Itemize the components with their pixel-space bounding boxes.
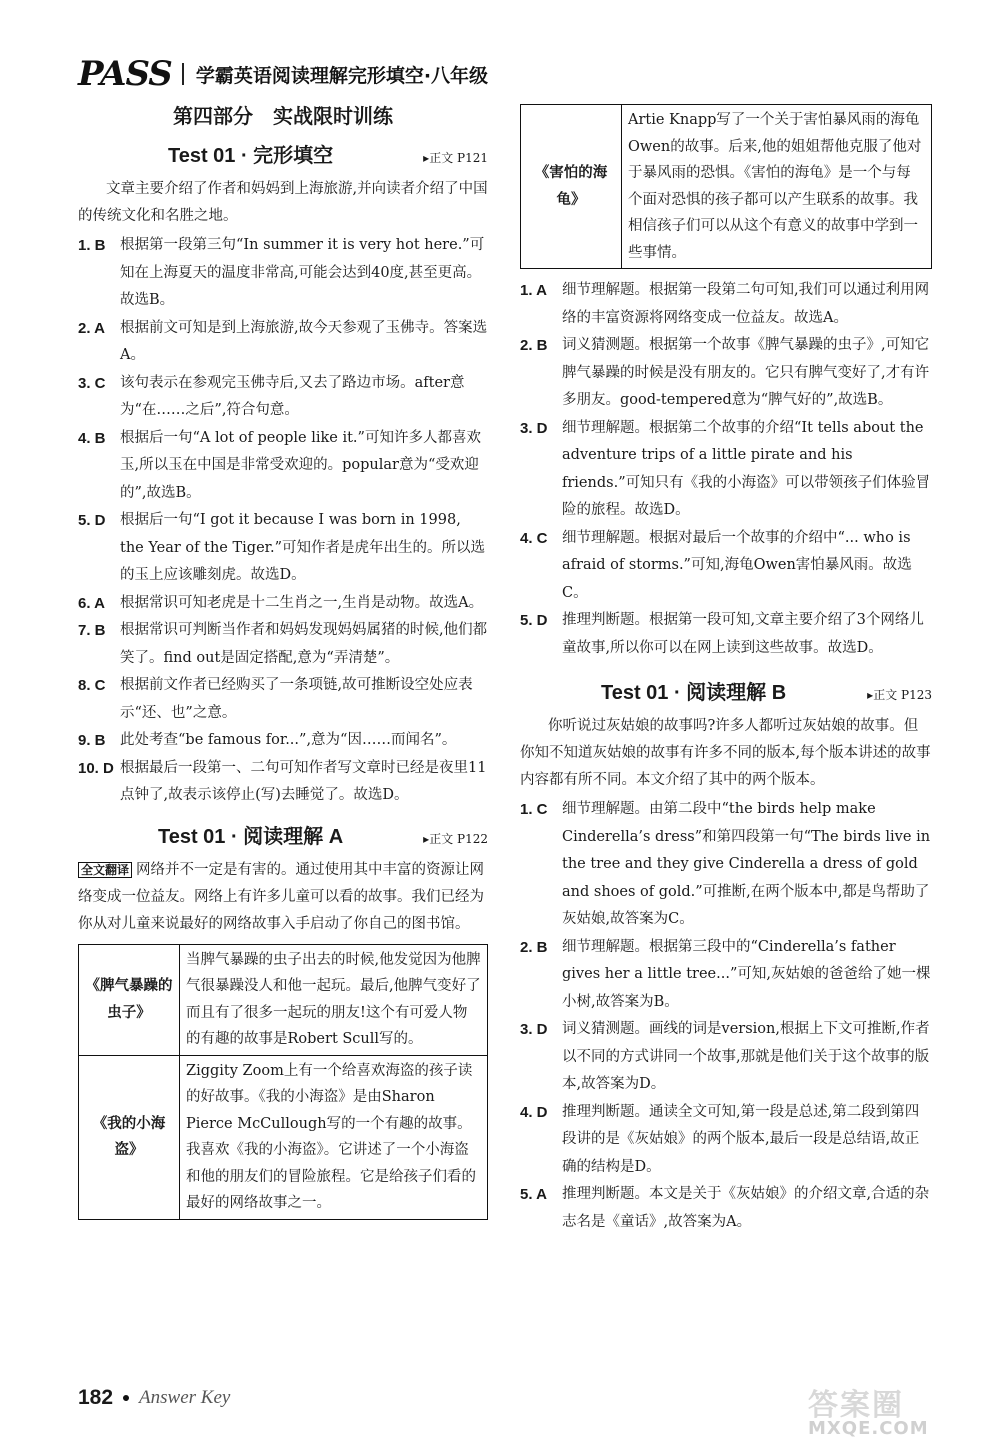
page-header [78,54,488,94]
bullet-dot [123,1395,129,1401]
page-number: 182 [78,1386,114,1409]
section-heading [78,139,488,168]
answer-number: 1. B [78,237,106,254]
story-table [78,944,488,1220]
answer-item [520,796,932,934]
story-table-continued [520,104,932,269]
answer-item [78,755,488,810]
page-reference: ▸正文 P123 [867,688,932,702]
answer-explanation: 词义猜测题。画线的词是version,根据上下文可推断,作者以不同的方式讲同一个故事,那就是他们关于这个故事的版本,故答案为D。 [562,1021,930,1092]
answer-item [520,525,932,608]
watermark-text: 答案圈 [808,1388,904,1423]
translation-badge: 全文翻译 [78,862,132,878]
answer-explanation: 根据前文作者已经购买了一条项链,故可推断设空处应表示“还、也”之意。 [120,677,473,721]
answer-explanation: 根据最后一段第一、二句可知作者写文章时已经是夜里11点钟了,故表示该停止(写)去睡觉了。故选D。 [120,759,487,803]
answer-item [78,590,488,618]
story-name: 《脾气暴躁的虫子》 [79,944,180,1055]
page-footer [78,1386,230,1410]
answer-explanation: 词义猜测题。根据第一个故事《脾气暴躁的虫子》,可知它脾气暴躁的时候是没有朋友的。它只有脾气变好了,才有许多朋友。good-tempered意为“脾气好的”,故选B。 [562,337,930,408]
answer-item [520,277,932,332]
answer-number: 3. D [520,419,548,437]
answer-explanation: 细节理解题。根据第二个故事的介绍“It tells about the adventure trips of a little pirate and his friends.”可知只有《我的小海盗》可以带领孩子们体验冒险的旅程。故选D。 [562,419,931,518]
table-row [79,944,488,1055]
answer-number: 2. B [520,337,548,354]
answer-explanation: 细节理解题。根据第一段第二句可知,我们可以通过利用网络的丰富资源将网络变成一位益友。故选A。 [562,282,930,326]
story-description: Artie Knapp写了一个关于害怕暴风雨的海龟Owen的故事。后来,他的姐姐帮他克服了他对于暴风雨的恐惧。《害怕的海龟》是一个与每个面对恐惧的孩子都可以产生联系的故事。我相信孩子们可以从这个有意义的故事中学到一些事情。 [622,105,932,269]
translation-text: 网络并不一定是有害的。通过使用其中丰富的资源让网络变成一位益友。网络上有许多儿童可以看的故事。我们已经为你从对儿童来说最好的网络故事入手启动了你自己的图书馆。 [78,861,485,932]
pass-logo: PASS [78,54,172,94]
answer-explanation: 根据第一段第三句“In summer it is very hot here.”可知在上海夏天的温度非常高,可能会达到40度,甚至更高。故选B。 [120,237,485,308]
full-translation [78,857,488,938]
part-title: 第四部分 实战限时训练 [173,104,393,128]
answer-number: 1. A [520,282,547,299]
answer-number: 3. C [78,374,106,392]
story-name: 《害怕的海龟》 [521,105,622,269]
answer-explanation: 细节理解题。根据对最后一个故事的介绍中“... who is afraid of storms.”可知,海龟Owen害怕暴风雨。故选C。 [562,529,912,601]
answer-explanation: 根据常识可知老虎是十二生肖之一,生肖是动物。故选A。 [120,594,484,611]
answer-item [78,507,488,590]
answer-number: 2. A [78,319,105,337]
answer-number: 4. D [520,1103,548,1121]
left-column [78,100,488,1220]
answer-number: 10. D [78,759,114,777]
answer-explanation: 推理判断题。本文是关于《灰姑娘》的介绍文章,合适的杂志名是《童话》,故答案为A。 [562,1186,930,1230]
book-title: 学霸英语阅读理解完形填空·八年级 [195,64,489,87]
answer-item [78,425,488,508]
answer-number: 6. A [78,594,105,612]
answer-number: 5. A [520,1186,547,1203]
answer-item [520,1181,932,1236]
answer-item [520,607,932,662]
answer-item [78,672,488,727]
page-reference: ▸正文 P122 [423,831,488,846]
watermark-url: MXQE.COM [808,1418,929,1439]
answer-number: 4. B [78,429,106,447]
answer-explanation: 根据常识可判断当作者和妈妈发现妈妈属猪的时候,他们都笑了。find out是固定搭配,意为“弄清楚”。 [120,622,488,666]
section-intro: 文章主要介绍了作者和妈妈到上海旅游,并向读者介绍了中国的传统文化和名胜之地。 [78,181,488,224]
section-title: Test 01 · 阅读理解 A [157,825,344,848]
section-title: Test 01 · 完形填空 [167,145,334,167]
section-title: Test 01 · 阅读理解 B [600,682,787,704]
header-divider [182,63,184,85]
section-heading [78,820,488,849]
answer-number: 5. D [78,512,106,529]
page-reference: ▸正文 P121 [423,151,488,165]
right-column [520,104,932,1236]
answer-item [78,727,488,755]
answer-item [78,315,488,370]
answer-explanation: 此处考查“be famous for...”,意为“因……而闻名”。 [120,732,457,748]
answer-number: 5. D [520,612,548,629]
answer-item [78,617,488,672]
answer-explanation: 推理判断题。通读全文可知,第一段是总述,第二段到第四段讲的是《灰姑娘》的两个版本,最后一段是总结语,故正确的结构是D。 [562,1103,920,1175]
answer-item [520,332,932,415]
answer-item [520,1099,932,1182]
story-description: Ziggity Zoom上有一个给喜欢海盗的孩子读的好故事。《我的小海盗》是由Sharon Pierce McCullough写的一个有趣的故事。我喜欢《我的小海盗》。它讲述了一个小海盗和他的朋友们的冒险旅程。它是给孩子们看的最好的网络故事之一。 [180,1055,488,1219]
answer-explanation: 推理判断题。根据第一段可知,文章主要介绍了3个网络儿童故事,所以你可以在网上读到这些故事。故选D。 [562,612,924,656]
answer-number: 1. C [520,801,548,818]
answer-number: 7. B [78,622,106,639]
answer-explanation: 根据后一句“A lot of people like it.”可知许多人都喜欢玉,所以玉在中国是非常受欢迎的。popular意为“受欢迎的”,故选B。 [120,429,481,501]
watermark [808,1380,948,1440]
answer-number: 2. B [520,938,548,956]
answer-item [520,934,932,1017]
answer-explanation: 细节理解题。由第二段中“the birds help make Cinderella’s dress”和第四段第一句“The birds live in the tree and they give Cinderella a dress of gold and shoes of gold.”可推断,在两个版本中,都是鸟帮助了灰姑娘,故答案为C。 [562,801,931,927]
answer-number: 3. D [520,1021,548,1038]
answer-item [78,232,488,315]
section-intro: 你听说过灰姑娘的故事吗?许多人都听过灰姑娘的故事。但你知不知道灰姑娘的故事有许多不同的版本,每个版本讲述的故事内容都有所不同。本文介绍了其中的两个版本。 [520,718,931,788]
table-row [79,1055,488,1219]
answer-key-label: Answer Key [139,1387,231,1408]
story-description: 当脾气暴躁的虫子出去的时候,他发觉因为他脾气很暴躁没人和他一起玩。最后,他脾气变好了而且有了很多一起玩的朋友!这个有可爱人物的有趣的故事是Robert Scull写的。 [180,944,488,1055]
answer-number: 8. C [78,677,106,694]
answer-number: 4. C [520,529,548,547]
answer-item [520,1016,932,1099]
answer-explanation: 根据后一句“I got it because I was born in 1998, the Year of the Tiger.”可知作者是虎年出生的。所以选的玉上应该雕刻虎。故选D。 [120,512,486,583]
section-heading [520,676,932,705]
answer-explanation: 细节理解题。根据第三段中的“Cinderella’s father gives her a little tree...”可知,灰姑娘的爸爸给了她一棵小树,故答案为B。 [562,938,931,1010]
table-row [521,105,932,269]
story-name: 《我的小海盗》 [79,1055,180,1219]
answer-number: 9. B [78,732,106,749]
answer-explanation: 根据前文可知是到上海旅游,故今天参观了玉佛寺。答案选A。 [120,319,488,363]
answer-item [78,370,488,425]
answer-explanation: 该句表示在参观完玉佛寺后,又去了路边市场。after意为“在……之后”,符合句意。 [120,374,465,418]
answer-item [520,415,932,525]
